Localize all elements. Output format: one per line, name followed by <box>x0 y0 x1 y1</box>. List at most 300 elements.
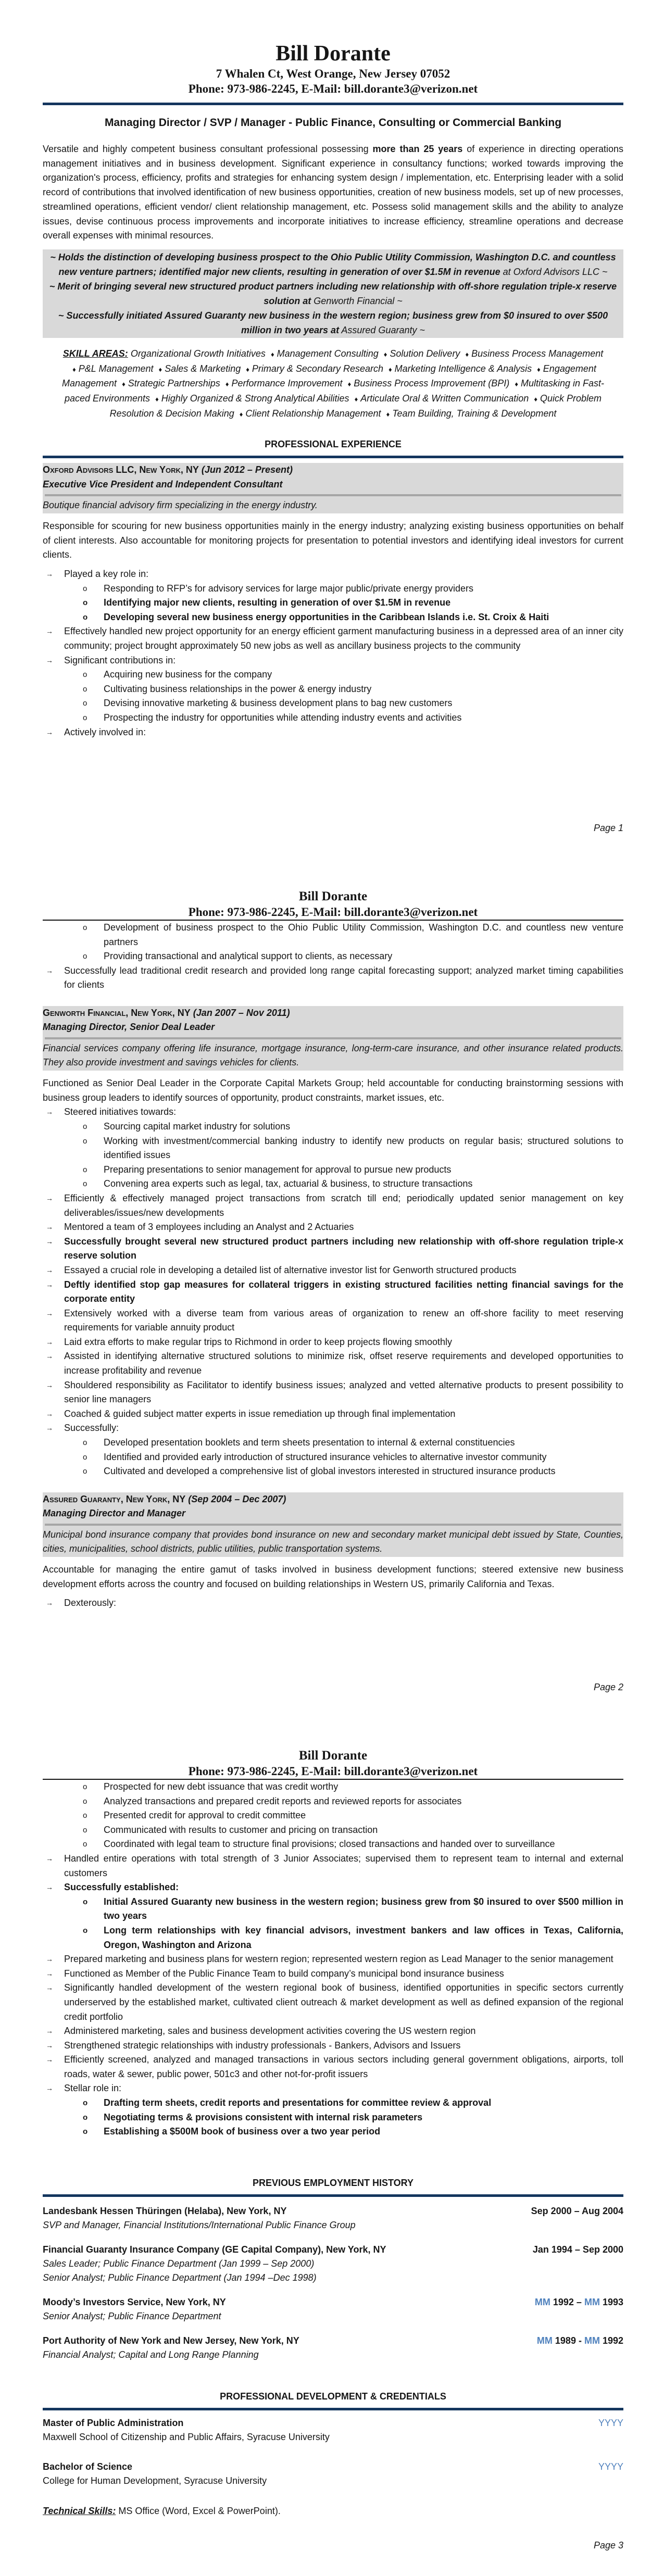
company-name: Assured Guaranty, New York, NY <box>43 1493 186 1504</box>
sub-bullet-item <box>64 696 623 711</box>
sub-bullet-text: Responding to RFP’s for advisory services for large major public/private energy providers <box>104 583 473 594</box>
text-segment: Assured Guaranty ~ <box>339 324 425 335</box>
bullet-item <box>43 1278 623 1306</box>
bullet-item <box>43 567 623 624</box>
text-segment: Versatile and highly competent business consultant professional possessing <box>43 144 373 154</box>
resume-header <box>43 41 623 105</box>
sub-bullet-list <box>43 1780 623 1852</box>
summary-paragraph <box>43 1076 623 1105</box>
sub-bullet-item <box>64 711 623 725</box>
sub-bullet-item <box>43 1794 623 1809</box>
company-name: Genworth Financial, New York, NY <box>43 1007 191 1018</box>
circle-icon: o <box>83 1438 87 1448</box>
bullet-text: Successfully brought several new structured product partners including new relationship with off-shore regulation triple-x reserve solution <box>64 1236 623 1261</box>
role-title: SVP and Manager, Financial Institutions/International Public Finance Group <box>43 2219 356 2230</box>
sub-bullet-list <box>64 668 623 725</box>
sub-bullet-text: Identified and provided early introduction of structured insurance vehicles to alternative investor community <box>104 1451 547 1462</box>
section-divider <box>43 456 623 458</box>
arrow-right-icon: → <box>46 2084 53 2093</box>
sub-bullet-text: Presented credit for approval to credit committee <box>104 1810 306 1821</box>
sub-bullet-item <box>64 1924 623 1952</box>
arrow-right-icon: → <box>46 627 53 636</box>
bullet-text: Steered initiatives towards: <box>64 1107 177 1117</box>
skill-item: Engagement Management <box>61 363 596 389</box>
history-entry <box>43 2243 623 2285</box>
skill-item: Articulate Oral & Written Communication <box>360 393 529 404</box>
bullet-item <box>43 725 623 740</box>
page-number: Page 1 <box>593 823 623 833</box>
sub-bullet-text: Prospected for new debt issuance that was credit worthy <box>104 1781 339 1792</box>
sub-bullet-item <box>64 1134 623 1163</box>
bullet-text: Shouldered responsibility as Facilitator to identify business issues; analyzed and vetted alternative products to present possibility to senior line managers <box>64 1379 623 1405</box>
bullet-text: Extensively worked with a diverse team from various areas of organization to renew an off-shore facility to meet reserving requirements for variable annuity product <box>64 1308 623 1333</box>
history-row <box>43 2204 623 2218</box>
address: 7 Whalen Ct, West Orange, New Jersey 07052 <box>216 67 450 80</box>
text-segment: Accountable for managing the entire gamut of tasks involved in business development functions; steered extensive new business development efforts across the country and focused on building relationships in Western US, primarily California and Texas. <box>43 1564 623 1589</box>
diamond-icon: ♦ <box>465 350 469 358</box>
job-divider <box>45 1037 621 1039</box>
sub-bullet-list <box>64 1436 623 1479</box>
bullet-item <box>43 2053 623 2081</box>
job-title: Executive Vice President and Independent Consultant <box>43 479 283 489</box>
summary-paragraph <box>43 1563 623 1591</box>
circle-icon: o <box>83 1825 87 1834</box>
sub-bullet-item <box>64 682 623 697</box>
page-content <box>43 1748 623 2518</box>
bullet-text: Played a key role in: <box>64 569 149 580</box>
skill-item: Primary & Secondary Research <box>252 363 384 374</box>
bullet-text: Assisted in identifying alternative structured solutions to minimize risk, offset reserve requirements and developed opportunities to increase profitability and revenue <box>64 1351 623 1376</box>
sub-bullet-item <box>43 921 623 949</box>
circle-icon: o <box>83 2127 88 2137</box>
text-segment: 1989 - <box>552 2335 584 2346</box>
arrow-right-icon: → <box>46 1409 53 1418</box>
job-title: Managing Director and Manager <box>43 1508 186 1519</box>
graduation-year: YYYY <box>598 2417 623 2428</box>
sub-bullet-item <box>64 2125 623 2139</box>
text-segment: of experience in directing operations management initiatives and in business development. Significant experience in consultancy functions; worked towards improving the organization's process, efficiency, profits and strategies for enhancing system design / implementation, etc. Enterprising leader with a solid record of contributions that involved identification of new business opportunities, creation of new business models, set up of new processes, streamlined operations, efficient vendor/ client relationship management, etc. Possess solid management skills and the ability to analyze issues, devise continuous process improvements and incorporate initiatives to increase efficiency, streamline operations and decrease overall expenses with minimal resources. <box>43 144 623 241</box>
skill-item: Solution Delivery <box>390 348 460 359</box>
arrow-right-icon: → <box>46 570 53 579</box>
circle-icon: o <box>83 1136 87 1146</box>
sub-bullet-text: Drafting term sheets, credit reports and presentations for committee review & approval <box>104 2097 492 2108</box>
sub-bullet-text: Providing transactional and analytical support to clients, as necessary <box>104 951 393 962</box>
role-title: Senior Analyst; Public Finance Department <box>43 2310 221 2321</box>
diamond-icon: ♦ <box>347 380 352 388</box>
sub-bullet-text: Coordinated with legal team to structure final provisions; closed transactions and handed over to surveillance <box>104 1839 555 1850</box>
sub-bullet-item <box>43 1837 623 1852</box>
arrow-right-icon: → <box>46 727 53 736</box>
arrow-right-icon: → <box>46 1237 53 1246</box>
bullet-text: Coached & guided subject matter experts in issue remediation up through final implementation <box>64 1408 456 1419</box>
job-company-line <box>43 1006 623 1021</box>
arrow-right-icon: → <box>46 1599 53 1607</box>
bullet-text: Significantly handled development of the western regional book of business, identified opportunities in specific sectors currently underserved by the established market, cultivated client outreach & market development as well as defined expansion of the regional credit portfolio <box>64 1982 623 2022</box>
circle-icon: o <box>83 1926 88 1935</box>
arrow-right-icon: → <box>46 2027 53 2035</box>
diamond-icon: ♦ <box>389 365 392 373</box>
diamond-icon: ♦ <box>72 365 76 373</box>
page-content <box>43 889 623 1611</box>
job-header <box>43 463 623 513</box>
degree-name: Bachelor of Science <box>43 2461 133 2472</box>
bullet-item <box>43 1880 623 1952</box>
text-segment: at Oxford Advisors LLC ~ <box>500 266 608 277</box>
sub-bullet-item <box>64 1464 623 1479</box>
job-header <box>43 1492 623 1557</box>
employment-dates <box>533 2243 623 2257</box>
arrow-right-icon: → <box>46 966 53 975</box>
skill-item: Business Process Improvement (BPI) <box>354 378 510 389</box>
school-name: Maxwell School of Citizenship and Public Affairs, Syracuse University <box>43 2432 330 2443</box>
sub-bullet-item <box>64 582 623 596</box>
bullet-text: Essayed a crucial role in developing a detailed list of alternative investor list for Genworth structured products <box>64 1264 517 1275</box>
bullet-item <box>43 1263 623 1278</box>
bullet-item <box>43 1349 623 1378</box>
bullet-item <box>43 1105 623 1191</box>
bullet-list <box>43 1852 623 2139</box>
bullet-text: Mentored a team of 3 employees including an Analyst and 2 Actuaries <box>64 1222 354 1233</box>
bullet-list <box>43 1105 623 1478</box>
employer-name: Financial Guaranty Insurance Company (GE Capital Company), New York, NY <box>43 2244 386 2255</box>
arrow-right-icon: → <box>46 1265 53 1274</box>
circle-icon: o <box>83 2099 88 2108</box>
bullet-text: Dexterously: <box>64 1598 117 1609</box>
bullet-text: Efficiently & effectively managed project transactions from scratch till end; periodically updated senior management on key deliverables/issues/new developments <box>64 1192 623 1218</box>
history-row <box>43 2295 623 2309</box>
sub-bullet-list <box>64 2096 623 2139</box>
sub-bullet-text: Cultivating business relationships in the power & energy industry <box>104 683 372 694</box>
section-heading: PREVIOUS EMPLOYMENT HISTORY <box>252 2177 414 2188</box>
role-title: Financial Analyst; Capital and Long Range Planning <box>43 2349 259 2360</box>
arrow-right-icon: → <box>46 1883 53 1892</box>
bullet-item <box>43 1852 623 1880</box>
bullet-item <box>43 1220 623 1235</box>
bullet-text: Successfully: <box>64 1423 119 1434</box>
diamond-icon: ♦ <box>534 395 537 404</box>
bullet-list <box>43 567 623 739</box>
summary-paragraph <box>43 519 623 562</box>
section-divider <box>43 2194 623 2197</box>
sub-bullet-item <box>64 1120 623 1134</box>
circle-icon: o <box>83 612 88 622</box>
running-header <box>43 1748 623 1780</box>
technical-skills <box>43 2504 623 2518</box>
highlight-line <box>46 250 620 279</box>
arrow-right-icon: → <box>46 1380 53 1389</box>
skill-item: Organizational Growth Initiatives <box>130 348 266 359</box>
bullet-item <box>43 1981 623 2024</box>
text-segment: 1992 – <box>550 2296 584 2307</box>
job-dates: (Sep 2004 – Dec 2007) <box>188 1493 286 1504</box>
sub-bullet-item <box>64 1895 623 1924</box>
contact-info: Phone: 973-986-2245, E-Mail: bill.dorante3@verizon.net <box>188 82 478 95</box>
bullet-text: Efficiently screened, analyzed and managed transactions in various sectors including general government obligations, airports, toll roads, water & sewer, public power, 501c3 and other not-for-profit issuers <box>64 2054 623 2079</box>
sub-bullet-item <box>43 1823 623 1838</box>
resume-page-3 <box>0 1703 664 2557</box>
bullet-item <box>43 964 623 992</box>
arrow-right-icon: → <box>46 1424 53 1432</box>
placeholder-text: MM <box>536 2335 553 2346</box>
degree-name: Master of Public Administration <box>43 2417 184 2428</box>
circle-icon: o <box>83 684 87 694</box>
skill-areas <box>53 347 613 422</box>
placeholder-text: MM <box>534 2296 550 2307</box>
job-company-line <box>43 1492 623 1507</box>
history-entry <box>43 2204 623 2232</box>
candidate-name: Bill Dorante <box>298 1749 368 1763</box>
diamond-icon: ♦ <box>158 365 162 373</box>
skill-item: Quick Problem Resolution & Decision Making <box>109 393 602 419</box>
diamond-icon: ♦ <box>225 380 229 388</box>
arrow-right-icon: → <box>46 1337 53 1346</box>
role-title: Sales Leader; Public Finance Department (Jan 1999 – Sep 2000) <box>43 2258 315 2269</box>
arrow-right-icon: → <box>46 1854 53 1863</box>
sub-bullet-text: Initial Assured Guaranty new business in the western region; business grew from $0 insured to over $500 million in two years <box>104 1896 623 1921</box>
circle-icon: o <box>83 1165 87 1174</box>
bullet-item <box>43 1335 623 1350</box>
diamond-icon: ♦ <box>122 380 126 388</box>
sub-bullet-item <box>64 668 623 682</box>
page-number: Page 2 <box>593 1682 623 1692</box>
circle-icon: o <box>83 1897 88 1906</box>
bullet-item <box>43 1407 623 1422</box>
section-heading: PROFESSIONAL DEVELOPMENT & CREDENTIALS <box>220 2391 446 2402</box>
bullet-item <box>43 1596 623 1611</box>
technical-skills-label: Technical Skills: <box>43 2505 116 2516</box>
job-company-line <box>43 463 623 477</box>
employment-dates <box>537 2334 623 2348</box>
skill-item: Management Consulting <box>277 348 379 359</box>
skill-item: P&L Management <box>78 363 154 374</box>
sub-bullet-item <box>43 949 623 964</box>
skill-areas-label: SKILL AREAS: <box>62 348 128 359</box>
company-description: Boutique financial advisory firm specializing in the energy industry. <box>43 500 318 511</box>
sub-bullet-text: Analyzed transactions and prepared credit reports and reviewed reports for associates <box>104 1795 462 1806</box>
bullet-text: Effectively handled new project opportunity for an energy efficient garment manufacturing business in a depressed area of an inner city community; project brought approximately 50 new jobs as well as ancillary business projects to the community <box>64 626 623 651</box>
graduation-year: YYYY <box>598 2461 623 2472</box>
company-description: Municipal bond insurance company that provides bond insurance on new and secondary market municipal debt issued by State, Counties, cities, municipalities, school districts, public utilities, public transportation systems. <box>43 1529 623 1554</box>
diamond-icon: ♦ <box>239 410 243 418</box>
sub-bullet-list <box>64 582 623 625</box>
technical-skills-text: MS Office (Word, Excel & PowerPoint). <box>116 2505 281 2516</box>
bullet-item <box>43 1235 623 1263</box>
employment-dates <box>535 2295 623 2309</box>
section-heading: PROFESSIONAL EXPERIENCE <box>265 439 402 450</box>
arrow-right-icon: → <box>46 1969 53 1978</box>
sub-bullet-text: Communicated with results to customer and pricing on transaction <box>104 1824 378 1835</box>
page-content <box>43 41 623 739</box>
sub-bullet-text: Developed presentation booklets and term sheets presentation to internal & external constituencies <box>104 1437 515 1448</box>
text-segment: Functioned as Senior Deal Leader in the Corporate Capital Markets Group; held accountable for conducting brainstorming sessions with business group leaders to identify sources of opportunity, product constraints, market issues, etc. <box>43 1077 623 1103</box>
circle-icon: o <box>83 1782 87 1791</box>
skill-item: Sales & Marketing <box>165 363 241 374</box>
arrow-right-icon: → <box>46 1108 53 1116</box>
sub-bullet-text: Sourcing capital market industry for solutions <box>104 1121 291 1132</box>
circle-icon: o <box>83 952 87 961</box>
bullet-item <box>43 1306 623 1335</box>
text-segment: ~ Merit of bringing several new structured product partners including new relationship with off-shore regulation triple-x reserve solution at <box>49 281 617 306</box>
sub-bullet-text: Preparing presentations to senior management for approval to pursue new products <box>104 1164 452 1175</box>
bullet-text: Administered marketing, sales and business development activities covering the US western region <box>64 2026 476 2037</box>
arrow-right-icon: → <box>46 1223 53 1232</box>
circle-icon: o <box>83 1122 87 1131</box>
company-description: Financial services company offering life insurance, mortgage insurance, long-term-care insurance, and other insurance related products. They also provide investment and savings vehicles for clients. <box>43 1042 623 1068</box>
employer-name: Port Authority of New York and New Jersey, New York, NY <box>43 2335 299 2346</box>
text-segment: 1993 <box>599 2296 623 2307</box>
bullet-item <box>43 1421 623 1478</box>
arrow-right-icon: → <box>46 2041 53 2050</box>
arrow-right-icon: → <box>46 1955 53 1964</box>
contact-info: Phone: 973-986-2245, E-Mail: bill.dorante3@verizon.net <box>188 1765 478 1778</box>
school-name: College for Human Development, Syracuse University <box>43 2476 267 2486</box>
sub-bullet-text: Devising innovative marketing & business development plans to bag new customers <box>104 698 453 709</box>
employer-name: Moody’s Investors Service, New York, NY <box>43 2296 226 2307</box>
job-dates: (Jun 2012 – Present) <box>201 464 293 475</box>
bullet-text: Deftly identified stop gap measures for collateral triggers in existing structured facilities netting financial savings for the corporate entity <box>64 1279 623 1304</box>
skill-item: Performance Improvement <box>231 378 343 389</box>
arrow-right-icon: → <box>46 656 53 664</box>
sub-bullet-text: Identifying major new clients, resulting in generation of over $1.5M in revenue <box>104 597 451 608</box>
bullet-item <box>43 1967 623 1981</box>
circle-icon: o <box>83 670 87 680</box>
circle-icon: o <box>83 923 87 932</box>
arrow-right-icon: → <box>46 2055 53 2064</box>
diamond-icon: ♦ <box>383 350 387 358</box>
sub-bullet-item <box>64 1436 623 1450</box>
education-entry <box>43 2460 623 2489</box>
running-header <box>43 889 623 921</box>
bullet-list <box>43 964 623 992</box>
circle-icon: o <box>83 1452 87 1462</box>
career-highlights <box>43 249 623 338</box>
placeholder-text: MM <box>584 2335 600 2346</box>
sub-bullet-item <box>64 1163 623 1177</box>
sub-bullet-text: Negotiating terms & provisions consistent with internal risk parameters <box>104 2112 423 2122</box>
circle-icon: o <box>83 598 88 608</box>
bullet-text: Successfully established: <box>64 1882 179 1893</box>
section-divider <box>43 2408 623 2410</box>
sub-bullet-item <box>43 1808 623 1823</box>
history-entry <box>43 2334 623 2362</box>
education-list <box>43 2416 623 2489</box>
employer-name: Landesbank Hessen Thüringen (Helaba), New York, NY <box>43 2205 287 2216</box>
circle-icon: o <box>83 1179 87 1189</box>
history-row <box>43 2334 623 2348</box>
sub-bullet-item <box>64 1177 623 1191</box>
circle-icon: o <box>83 1796 87 1806</box>
resume-page-2 <box>0 844 664 1698</box>
skill-item: Marketing Intelligence & Analysis <box>394 363 532 374</box>
bullet-list <box>43 1596 623 1611</box>
text-segment: Genworth Financial ~ <box>311 295 403 306</box>
sub-bullet-item <box>43 1780 623 1794</box>
bullet-item <box>43 654 623 725</box>
sub-bullet-item <box>64 2096 623 2110</box>
education-entry <box>43 2416 623 2445</box>
history-row <box>43 2243 623 2257</box>
arrow-right-icon: → <box>46 1352 53 1361</box>
sub-bullet-text: Working with investment/commercial banking industry to identify new products on regular basis; structured solutions to identified issues <box>104 1135 623 1161</box>
highlight-line <box>46 308 620 337</box>
bullet-text: Stellar role in: <box>64 2083 122 2094</box>
circle-icon: o <box>83 713 87 722</box>
diamond-icon: ♦ <box>246 365 249 373</box>
job-header <box>43 1006 623 1071</box>
employment-history <box>43 2204 623 2362</box>
text-segment: ~ Holds the distinction of developing business prospect to the Ohio Public Utility Commission, Washington D.C. and countless new venture partners; identified major new clients, resulting in generation of over $1.5M in revenue <box>50 252 616 277</box>
bullet-item <box>43 624 623 653</box>
sub-bullet-item <box>64 2110 623 2125</box>
education-row <box>43 2460 623 2474</box>
diamond-icon: ♦ <box>386 410 390 418</box>
bullet-text: Strengthened strategic relationships with industry professionals - Bankers, Advisors and Issuers <box>64 2040 461 2051</box>
skill-item: Business Process Management <box>471 348 604 359</box>
job-title: Managing Director, Senior Deal Leader <box>43 1022 215 1033</box>
bullet-item <box>43 2024 623 2039</box>
sub-bullet-text: Convening area experts such as legal, tax, actuarial & business, to structure transactions <box>104 1178 473 1189</box>
sub-bullet-text: Developing several new business energy opportunities in the Caribbean Islands i.e. St. Croix & Haiti <box>104 611 549 622</box>
sub-bullet-list <box>43 921 623 964</box>
text-segment: ~ Successfully initiated Assured Guaranty new business in the western region; business grew from $0 insured to over $500 million in two years at <box>58 310 608 335</box>
bullet-text: Successfully lead traditional credit research and provided long range capital forecasting support; analyzed market timing capabilities for clients <box>64 965 623 990</box>
bullet-text: Prepared marketing and business plans for western region; represented western region as Lead Manager to the senior management <box>64 1954 613 1965</box>
placeholder-text: MM <box>584 2296 600 2307</box>
circle-icon: o <box>83 584 87 593</box>
bullet-text: Significant contributions in: <box>64 655 176 665</box>
arrow-right-icon: → <box>46 1193 53 1202</box>
arrow-right-icon: → <box>46 1280 53 1289</box>
circle-icon: o <box>83 1840 87 1849</box>
contact-info: Phone: 973-986-2245, E-Mail: bill.dorante3@verizon.net <box>188 906 478 919</box>
bullet-text: Handled entire operations with total strength of 3 Junior Associates; supervised them to represent team to internal and external customers <box>64 1853 623 1878</box>
sub-bullet-text: Establishing a $500M book of business over a two year period <box>104 2126 381 2137</box>
arrow-right-icon: → <box>46 1309 53 1317</box>
diamond-icon: ♦ <box>515 380 518 388</box>
text-segment: Sep 2000 – Aug 2004 <box>531 2205 623 2216</box>
diamond-icon: ♦ <box>354 395 358 404</box>
skill-item: Multitasking in Fast-paced Environments <box>64 378 605 404</box>
arrow-right-icon: → <box>46 1983 53 1992</box>
sub-bullet-text: Prospecting the industry for opportunities while attending industry events and activities <box>104 712 462 723</box>
sub-bullet-item <box>64 1450 623 1465</box>
skill-item: Strategic Partnerships <box>128 378 220 389</box>
job-dates: (Jan 2007 – Nov 2011) <box>193 1007 290 1018</box>
bullet-item <box>43 1191 623 1220</box>
highlight-line <box>46 279 620 308</box>
text-segment: Jan 1994 – Sep 2000 <box>532 2244 623 2255</box>
diamond-icon: ♦ <box>270 350 274 358</box>
sub-bullet-text: Cultivated and developed a comprehensive list of global investors interested in structured insurance products <box>104 1466 556 1477</box>
text-segment: 1992 <box>599 2335 623 2346</box>
bullet-text: Laid extra efforts to make regular trips to Richmond in order to keep projects flowing smoothly <box>64 1336 453 1347</box>
circle-icon: o <box>83 1811 87 1820</box>
circle-icon: o <box>83 2113 88 2122</box>
sub-bullet-list <box>64 1895 623 1952</box>
bullet-item <box>43 1378 623 1407</box>
resume-page-1 <box>0 0 664 854</box>
diamond-icon: ♦ <box>155 395 159 404</box>
bullet-text: Functioned as Member of the Public Finance Team to build company’s municipal bond insurance business <box>64 1968 504 1979</box>
skill-item: Highly Organized & Strong Analytical Abilities <box>161 393 349 404</box>
text-segment: more than 25 years <box>372 144 463 154</box>
sub-bullet-text: Acquiring new business for the company <box>104 669 272 680</box>
bullet-item <box>43 2039 623 2053</box>
bullet-text: Actively involved in: <box>64 726 146 737</box>
header-divider <box>43 103 623 105</box>
role-title: Senior Analyst; Public Finance Department (Jan 1994 –Dec 1998) <box>43 2272 317 2283</box>
sub-bullet-list <box>64 1120 623 1191</box>
